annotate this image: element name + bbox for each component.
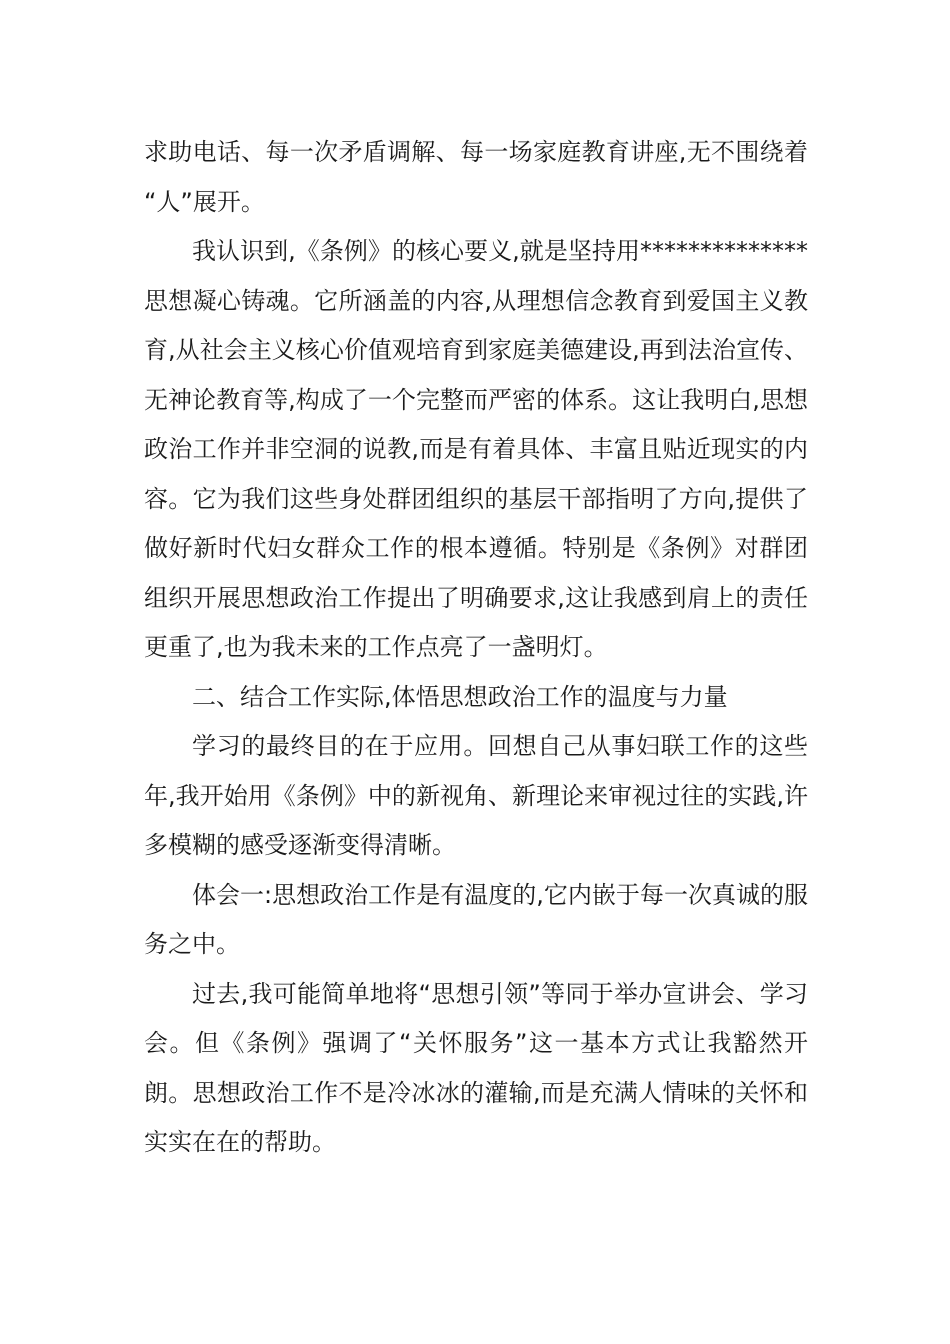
paragraph-regulation-core: 我认识到,《条例》的核心要义,就是坚持用**************思想凝心铸魂。它所涵盖的内容,从理想信念教育到爱国主义教育,从社会主义核心价值观培育到家庭美德建设,再到法治宣传、无神论教育等,构成了一个完整而严密的体系。这让我明白,思想政治工作并非空洞的说教,而是有着具体、丰富且贴近现实的内容。它为我们这些身处群团组织的基层干部指明了方向,提供了做好新时代妇女群众工作的根本遵循。特别是《条例》对群团组织开展思想政治工作提出了明确要求,这让我感到肩上的责任更重了,也为我未来的工作点亮了一盏明灯。 xyxy=(144,237,808,661)
section-heading-two: 二、结合工作实际,体悟思想政治工作的温度与力量 xyxy=(192,682,728,711)
document-body xyxy=(144,128,808,1168)
paragraph-application: 学习的最终目的在于应用。回想自己从事妇联工作的这些年,我开始用《条例》中的新视角、新理论来审视过往的实践,许多模糊的感受逐渐变得清晰。 xyxy=(144,732,808,859)
paragraph-continuation: 求助电话、每一次矛盾调解、每一场家庭教育讲座,无不围绕着 “人”展开。 xyxy=(144,138,808,216)
paragraph-insight-one: 体会一:思想政治工作是有温度的,它内嵌于每一次真诚的服务之中。 xyxy=(144,880,808,958)
paragraph-care-service: 过去,我可能简单地将“思想引领”等同于举办宣讲会、学习会。但《条例》强调了“关怀服务”这一基本方式让我豁然开朗。思想政治工作不是冷冰冰的灌输,而是充满人情味的关怀和实实在在的帮助。 xyxy=(144,979,808,1156)
